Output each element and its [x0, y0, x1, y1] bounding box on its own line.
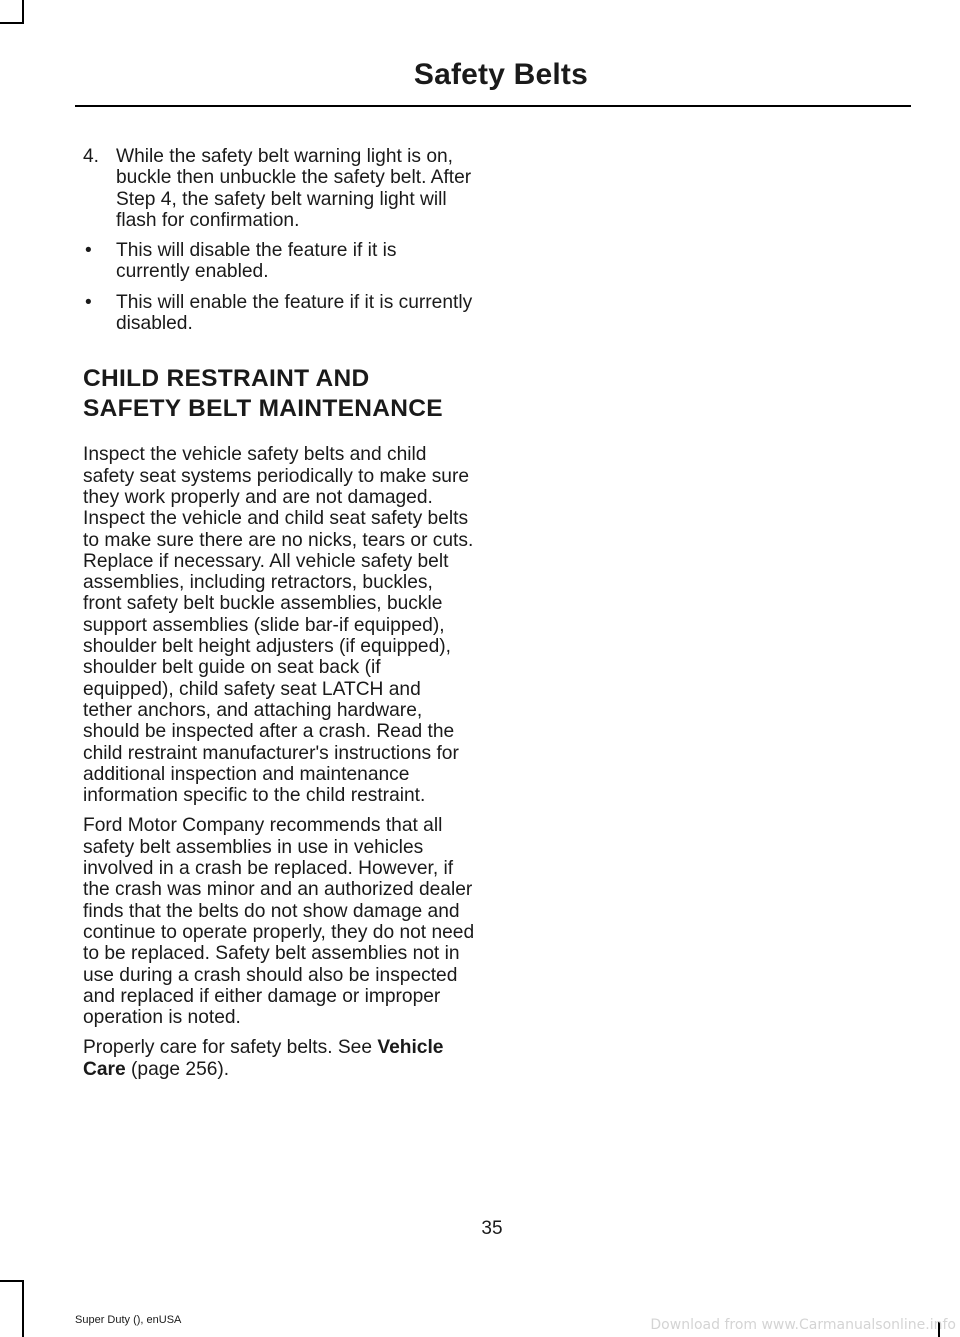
page-number: 35 — [481, 1218, 503, 1239]
section-heading-line: SAFETY BELT MAINTENANCE — [83, 395, 443, 423]
bullet-icon: • — [85, 291, 92, 313]
page-title: Safety Belts — [413, 58, 588, 91]
bullet-text: This will enable the feature if it is currently disabled. — [116, 291, 473, 335]
crop-mark — [0, 1280, 24, 1282]
content-column — [83, 146, 475, 1089]
bullet-text: This will disable the feature if it is currently enabled. — [116, 240, 397, 283]
crop-mark — [0, 22, 24, 24]
bullet-item — [83, 240, 475, 283]
paragraph: Ford Motor Company recommends that all safety belt assemblies in use in vehicles involved in a crash be replaced. However, if the crash was minor and an authorized dealer finds that the belts do not show damage and continue to operate properly, they do not need to be replaced. Safety belt assemblies not in use during a crash should also be inspected and replaced if either damage or improper operation is noted. — [83, 815, 475, 1029]
step-number: 4. — [83, 146, 100, 167]
crop-mark — [22, 0, 24, 24]
paragraph: Inspect the vehicle safety belts and child safety seat systems periodically to make sure they work properly and are not damaged. Inspect the vehicle and child seat safety belts to make sure there are no nicks, tears or cuts. Replace if necessary. All vehicle safety belt assemblies, including retractors, buckles, front safety belt buckle assemblies, buckle support assemblies (slide bar-if equipped), shoulder belt height adjusters (if equipped), shoulder belt guide on seat back (if equipped), child safety seat LATCH and tether anchors, and attaching hardware, should be inspected after a crash. Read the child restraint manufacturer's instructions for additional inspection and maintenance information specific to the child restraint. — [83, 444, 474, 807]
numbered-step — [83, 146, 475, 231]
page-reference: (page 256). — [125, 1058, 230, 1080]
paragraph-text: Properly care for safety belts. See — [83, 1037, 378, 1059]
crop-mark — [22, 1280, 24, 1337]
section-heading-line: CHILD RESTRAINT AND — [83, 365, 370, 393]
bullet-item — [83, 292, 475, 335]
header-divider — [75, 105, 911, 107]
step-text: While the safety belt warning light is on, buckle then unbuckle the safety belt. After Step 4, the safety belt warning light will flash for confirmation. — [116, 146, 472, 231]
section-heading — [83, 364, 475, 424]
watermark: Download from www.Carmanualsonline.info — [650, 1317, 956, 1333]
vehicle-care-reference-link[interactable]: Vehicle Care — [83, 1037, 444, 1080]
bullet-icon: • — [85, 240, 92, 262]
document-info: Super Duty (), enUSA — [75, 1314, 182, 1326]
paragraph — [83, 1037, 475, 1080]
